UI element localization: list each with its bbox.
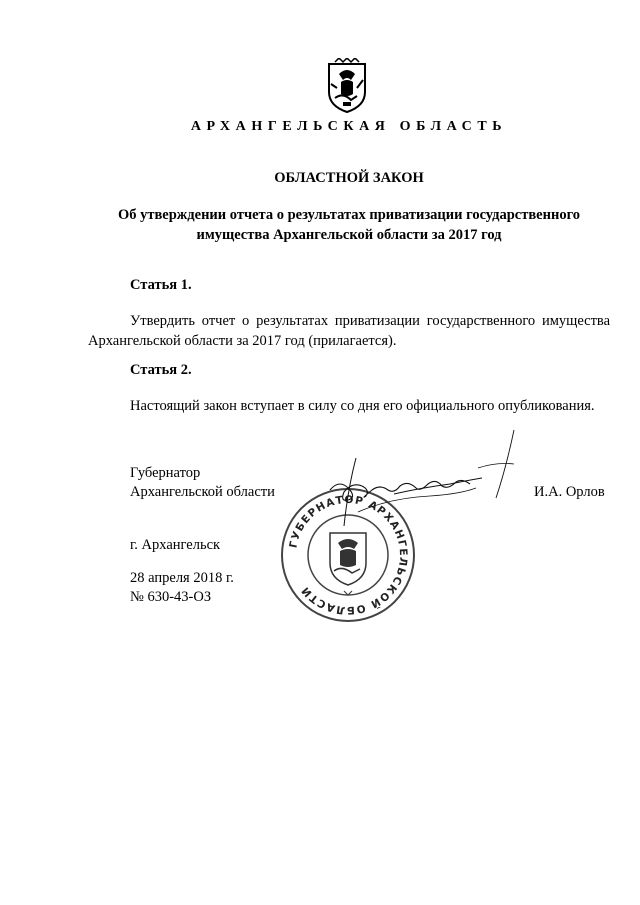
article-heading: Статья 1. xyxy=(130,277,192,293)
law-title-line: имущества Архангельской области за 2017 год xyxy=(196,227,502,243)
seal-text: ГУБЕРНАТОР АРХАНГЕЛЬСКОЙ ОБЛАСТИ xyxy=(287,493,410,617)
signatory-position-line: Архангельской области xyxy=(130,484,275,500)
law-title xyxy=(88,205,610,245)
date-and-number xyxy=(130,569,234,607)
article-text: Настоящий закон вступает в силу со дня его официального опубликования. xyxy=(130,398,595,414)
place-of-signing: г. Архангельск xyxy=(130,537,221,553)
article-text: Утвердить отчет о результатах приватизации государственного имущества Архангельской области за 2017 год (прилагается). xyxy=(88,313,610,349)
signing-date: 28 апреля 2018 г. xyxy=(130,570,234,586)
signatory-position xyxy=(130,464,275,502)
signatory-position-line: Губернатор xyxy=(130,465,201,481)
law-number: № 630-43-ОЗ xyxy=(130,589,212,605)
document-type: ОБЛАСТНОЙ ЗАКОН xyxy=(274,170,424,186)
law-title-line: Об утверждении отчета о результатах приватизации государственного xyxy=(117,207,581,223)
arkhangelsk-coat-of-arms-icon xyxy=(321,58,373,114)
handwritten-signature xyxy=(300,428,530,528)
region-name: АРХАНГЕЛЬСКАЯ ОБЛАСТЬ xyxy=(190,119,508,134)
article-heading: Статья 2. xyxy=(130,362,192,378)
signatory-name: И.А. Орлов xyxy=(534,484,605,500)
